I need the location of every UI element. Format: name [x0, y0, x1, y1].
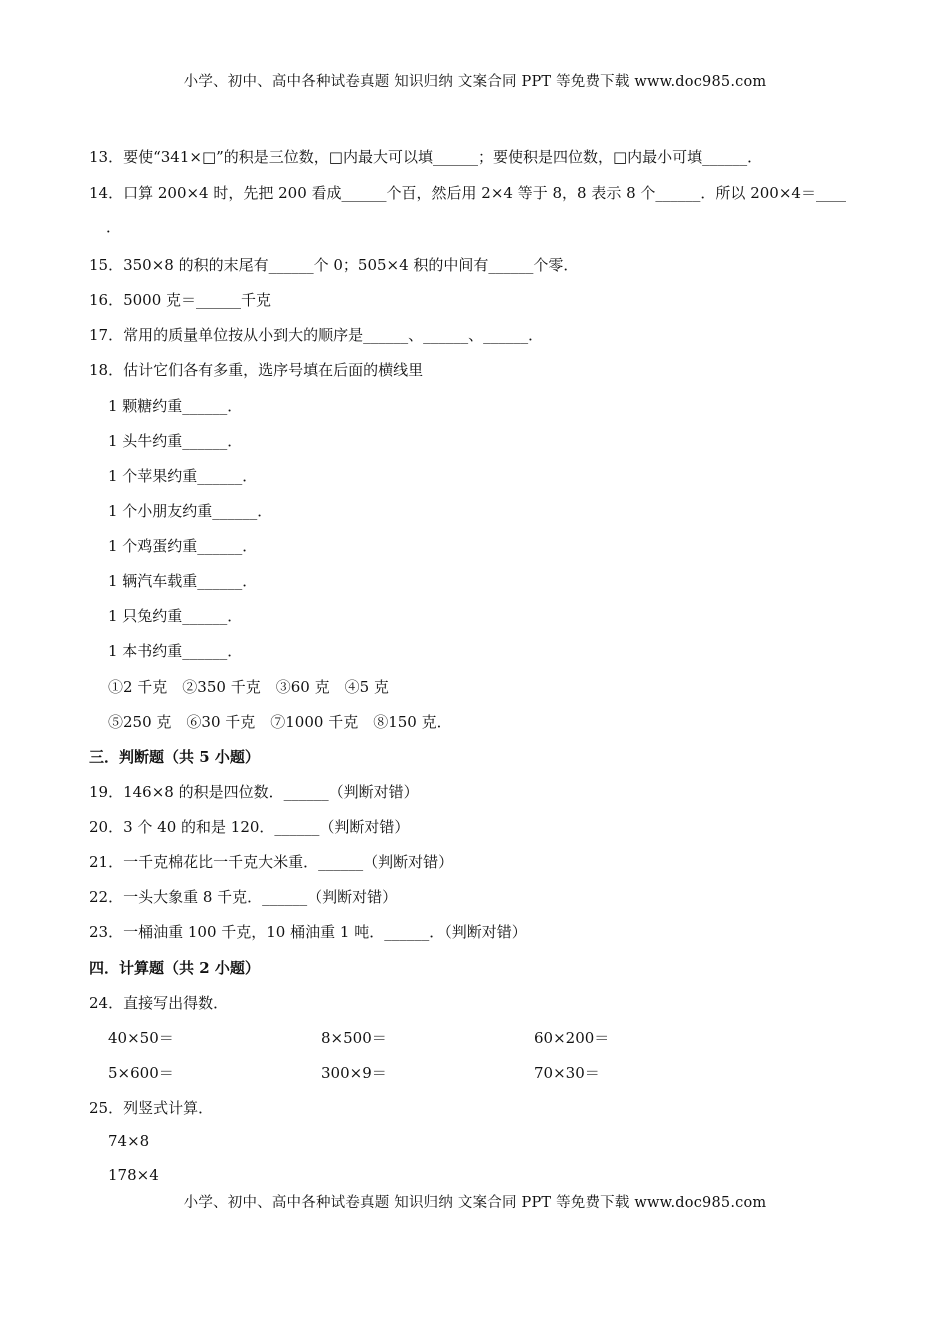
q18-options-2: ⑤250 克 ⑥30 千克 ⑦1000 千克 ⑧150 克． [108, 713, 452, 731]
question-14-end: ． [106, 218, 122, 236]
q18-options-1: ①2 千克 ②350 千克 ③60 克 ④5 克 [108, 678, 389, 696]
footer-banner: 小学、初中、高中各种试卷真题 知识归纳 文案合同 PPT 等免费下载 www.doc985.com [183, 1195, 767, 1211]
question-20: 20．3 个 40 的和是 120．______（判断对错） [89, 818, 410, 836]
q18-item-egg: 1 个鸡蛋约重______． [108, 537, 258, 555]
q24-expr: 8×500＝ [321, 1029, 387, 1047]
question-19: 19．146×8 的积是四位数．______（判断对错） [89, 783, 419, 801]
q18-item-book: 1 本书约重______． [108, 642, 243, 660]
q18-item-child: 1 个小朋友约重______． [108, 502, 273, 520]
question-14: 14．口算 200×4 时，先把 200 看成______个百，然后用 2×4 等于 8，8 表示 8 个______．所以 200×4＝____ [89, 184, 846, 202]
question-13: 13．要使“341×□”的积是三位数，□内最大可以填______；要使积是四位数，□内最小可填______． [89, 148, 763, 166]
question-23: 23．一桶油重 100 千克，10 桶油重 1 吨．______．（判断对错） [89, 923, 527, 941]
q18-item-apple: 1 个苹果约重______． [108, 467, 258, 485]
section-4-heading: 四．计算题（共 2 小题） [89, 959, 260, 977]
q24-expr: 300×9＝ [321, 1064, 387, 1082]
q24-expr: 40×50＝ [108, 1029, 174, 1047]
q24-expr: 70×30＝ [534, 1064, 600, 1082]
question-18: 18．估计它们各有多重，选序号填在后面的横线里 [89, 361, 424, 379]
question-15: 15．350×8 的积的末尾有______个 0；505×4 积的中间有______个零． [89, 256, 579, 274]
q18-item-cow: 1 头牛约重______． [108, 432, 243, 450]
q18-item-truck: 1 辆汽车载重______． [108, 572, 258, 590]
q25-expr: 74×8 [108, 1132, 150, 1150]
question-17: 17．常用的质量单位按从小到大的顺序是______、______、______． [89, 326, 544, 344]
question-24: 24．直接写出得数． [89, 994, 229, 1012]
q25-expr: 178×4 [108, 1166, 159, 1184]
q24-expr: 5×600＝ [108, 1064, 174, 1082]
question-16: 16．5000 克＝______千克 [89, 291, 272, 309]
question-25: 25．列竖式计算． [89, 1099, 214, 1117]
q18-item-candy: 1 颗糖约重______． [108, 397, 243, 415]
section-3-heading: 三．判断题（共 5 小题） [89, 748, 260, 766]
q18-item-rabbit: 1 只兔约重______． [108, 607, 243, 625]
question-22: 22．一头大象重 8 千克．______（判断对错） [89, 888, 398, 906]
q24-expr: 60×200＝ [534, 1029, 610, 1047]
header-banner: 小学、初中、高中各种试卷真题 知识归纳 文案合同 PPT 等免费下载 www.doc985.com [183, 74, 767, 90]
question-21: 21．一千克棉花比一千克大米重．______（判断对错） [89, 853, 454, 871]
